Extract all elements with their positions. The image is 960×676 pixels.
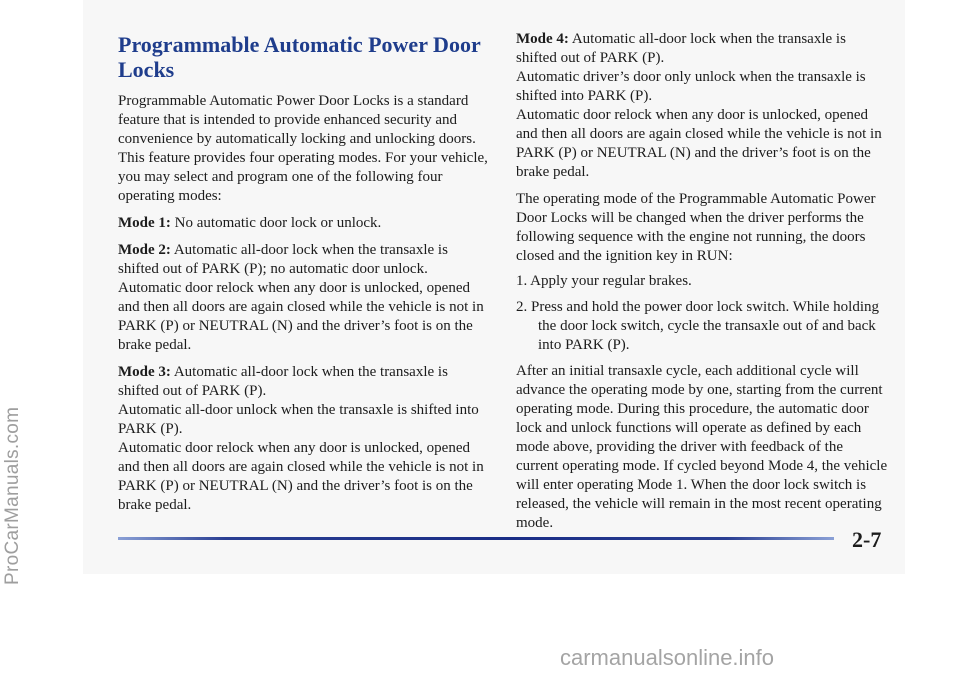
mode-4-unlock: Automatic driver’s door only unlock when the transaxle is shifted into PARK (P).: [516, 69, 866, 104]
footer-rule: [118, 537, 834, 540]
change-intro-paragraph: The operating mode of the Programmable Automatic Power Door Locks will be changed when the driver performs the following sequence with the engine not running, the doors closed and the ignition key in RUN:: [516, 191, 876, 264]
page-number: 2-7: [852, 527, 882, 552]
mode-3-label: Mode 3:: [118, 364, 171, 380]
side-watermark: ProCarManuals.com: [2, 406, 23, 585]
mode-3-unlock: Automatic all-door unlock when the transaxle is shifted into PARK (P).: [118, 402, 479, 437]
mode-2-text: Automatic all-door lock when the transaxle is shifted out of PARK (P); no automatic door unlock.: [118, 242, 448, 277]
mode-1-paragraph: [118, 214, 488, 233]
steps-list: [516, 272, 888, 355]
bottom-watermark: carmanualsonline.info: [560, 645, 775, 670]
mode-4-label: Mode 4:: [516, 31, 569, 47]
mode-3-paragraph: [118, 363, 488, 401]
mode-2-label: Mode 2:: [118, 242, 171, 258]
mode-4-paragraph: [516, 30, 888, 68]
mode-1-label: Mode 1:: [118, 215, 171, 231]
after-paragraph: After an initial transaxle cycle, each additional cycle will advance the operating mode by one, starting from the current operating mode. During this procedure, the automatic door lock and unlock functions will operate as defined by each mode above, providing the driver with feedback of the current operating mode. If cycled beyond Mode 4, the vehicle will enter operating Mode 1. When the door lock switch is released, the vehicle will remain in the most recent operating mode.: [516, 363, 888, 531]
mode-3-text: Automatic all-door lock when the transaxle is shifted out of PARK (P).: [118, 364, 448, 399]
mode-3-relock: Automatic door relock when any door is unlocked, opened and then all doors are again closed while the vehicle is not in PARK (P) or NEUTRAL (N) and the driver’s foot is on the brake pedal.: [118, 440, 484, 513]
section-heading: Programmable Automatic Power Door Locks: [118, 32, 481, 82]
right-column: [516, 30, 888, 533]
mode-4-relock: Automatic door relock when any door is unlocked, opened and then all doors are again closed while the vehicle is not in PARK (P) or NEUTRAL (N) and the driver’s foot is on the brake pedal.: [516, 107, 882, 180]
mode-4-text: Automatic all-door lock when the transaxle is shifted out of PARK (P).: [516, 31, 846, 66]
mode-2-relock: Automatic door relock when any door is unlocked, opened and then all doors are again closed while the vehicle is not in PARK (P) or NEUTRAL (N) and the driver’s foot is on the brake pedal.: [118, 280, 484, 353]
left-column: [118, 32, 488, 515]
mode-2-paragraph: [118, 241, 488, 279]
list-item: 1. Apply your regular brakes.: [516, 273, 692, 289]
mode-1-text: No automatic door lock or unlock.: [170, 215, 382, 231]
intro-paragraph: Programmable Automatic Power Door Locks is a standard feature that is intended to provide enhanced security and convenience by automatically locking and unlocking doors. This feature provides four operating modes. For your vehicle, you may select and program one of the following four operating modes:: [118, 93, 488, 204]
list-item: 2. Press and hold the power door lock switch. While holding the door lock switch, cycle the transaxle out of and back into PARK (P).: [516, 299, 880, 353]
